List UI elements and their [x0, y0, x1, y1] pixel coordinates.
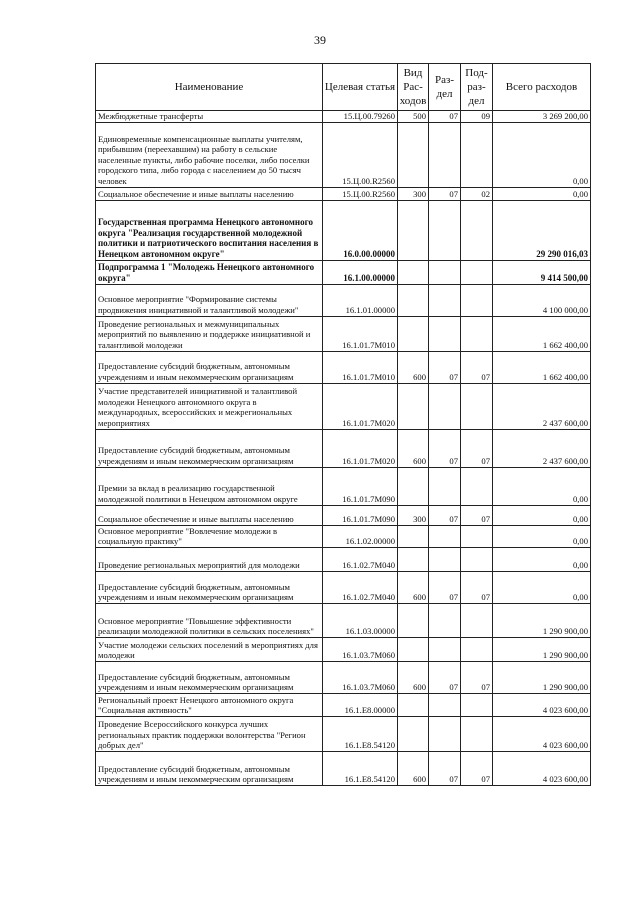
row-expense-type [398, 122, 429, 187]
table-row [96, 200, 591, 260]
row-amount: 0,00 [493, 467, 591, 505]
row-amount: 29 290 016,03 [493, 200, 591, 260]
row-subsection [461, 603, 493, 637]
row-expense-type [398, 547, 429, 571]
row-subsection: 09 [461, 111, 493, 123]
row-name: Предоставление субсидий бюджетным, автономным учреждениям и иным некоммерческим организациям [96, 751, 323, 785]
row-target-code: 16.1.03.7М060 [323, 637, 398, 661]
row-amount: 0,00 [493, 571, 591, 603]
row-subsection: 07 [461, 505, 493, 525]
row-target-code: 16.1.02.00000 [323, 525, 398, 547]
row-amount: 9 414 500,00 [493, 260, 591, 284]
row-target-code: 16.1.Е8.00000 [323, 693, 398, 716]
row-expense-type [398, 467, 429, 505]
table-row [96, 467, 591, 505]
row-amount: 2 437 600,00 [493, 383, 591, 429]
row-amount: 4 023 600,00 [493, 751, 591, 785]
row-section [429, 122, 461, 187]
row-target-code: 15.Ц.00.R2560 [323, 187, 398, 200]
header-target: Целевая статья [323, 64, 398, 111]
table-row [96, 637, 591, 661]
row-expense-type [398, 525, 429, 547]
row-section [429, 316, 461, 351]
row-section [429, 693, 461, 716]
row-section [429, 200, 461, 260]
row-expense-type: 300 [398, 505, 429, 525]
row-section: 07 [429, 429, 461, 467]
row-name: Региональный проект Ненецкого автономного округа "Социальная активность" [96, 693, 323, 716]
row-expense-type: 600 [398, 351, 429, 383]
row-target-code: 16.1.Е8.54120 [323, 751, 398, 785]
table-row [96, 661, 591, 693]
row-subsection [461, 316, 493, 351]
row-target-code: 16.1.03.7М060 [323, 661, 398, 693]
row-subsection: 07 [461, 571, 493, 603]
row-expense-type: 600 [398, 571, 429, 603]
row-name: Предоставление субсидий бюджетным, автономным учреждениям и иным некоммерческим организациям [96, 571, 323, 603]
row-name: Проведение Всероссийского конкурса лучших региональных практик поддержки волонтерства "Регион добрых дел" [96, 716, 323, 751]
page-number: 39 [314, 33, 326, 47]
row-amount: 2 437 600,00 [493, 429, 591, 467]
row-name: Премии за вклад в реализацию государственной молодежной политики в Ненецком автономном округе [96, 467, 323, 505]
row-subsection: 07 [461, 751, 493, 785]
row-section: 07 [429, 751, 461, 785]
header-total: Всего расходов [493, 64, 591, 111]
row-amount: 1 290 900,00 [493, 661, 591, 693]
row-subsection [461, 383, 493, 429]
row-section [429, 716, 461, 751]
table-row [96, 603, 591, 637]
row-section: 07 [429, 505, 461, 525]
table-row [96, 284, 591, 316]
row-expense-type [398, 716, 429, 751]
row-name: Социальное обеспечение и иные выплаты населению [96, 187, 323, 200]
row-section [429, 467, 461, 505]
row-subsection [461, 260, 493, 284]
row-expense-type: 600 [398, 661, 429, 693]
row-expense-type: 600 [398, 751, 429, 785]
row-amount: 4 100 000,00 [493, 284, 591, 316]
row-name: Единовременные компенсационные выплаты учителям, прибывшим (переехавшим) на работу в сельские населенные пункты, либо рабочие поселки, либо поселки городского типа, либо города с населением до 50 тысяч человек [96, 122, 323, 187]
row-target-code: 16.1.03.00000 [323, 603, 398, 637]
row-subsection [461, 525, 493, 547]
row-target-code: 16.1.Е8.54120 [323, 716, 398, 751]
header-section: Раз-дел [429, 64, 461, 111]
row-name: Участие молодежи сельских поселений в мероприятиях для молодежи [96, 637, 323, 661]
row-subsection: 07 [461, 429, 493, 467]
row-section: 07 [429, 661, 461, 693]
row-section [429, 383, 461, 429]
row-expense-type [398, 693, 429, 716]
row-amount: 0,00 [493, 187, 591, 200]
row-amount: 1 290 900,00 [493, 603, 591, 637]
table-body [96, 111, 591, 786]
row-expense-type: 300 [398, 187, 429, 200]
row-target-code: 16.1.01.7М020 [323, 383, 398, 429]
row-amount: 0,00 [493, 525, 591, 547]
row-target-code: 16.1.01.7М090 [323, 467, 398, 505]
row-name: Участие представителей инициативной и талантливой молодежи Ненецкого автономного округа в международных, всероссийских и межрегиональных мероприятиях [96, 383, 323, 429]
row-target-code: 16.1.01.7М010 [323, 351, 398, 383]
row-subsection [461, 693, 493, 716]
row-subsection: 02 [461, 187, 493, 200]
row-target-code: 16.0.00.00000 [323, 200, 398, 260]
header-name: Наименование [96, 64, 323, 111]
row-name: Подпрограмма 1 "Молодежь Ненецкого автономного округа" [96, 260, 323, 284]
row-name: Предоставление субсидий бюджетным, автономным учреждениям и иным некоммерческим организациям [96, 661, 323, 693]
table-header-row [96, 64, 591, 111]
row-subsection [461, 122, 493, 187]
row-subsection [461, 284, 493, 316]
table-row [96, 122, 591, 187]
row-amount: 3 269 200,00 [493, 111, 591, 123]
row-subsection [461, 547, 493, 571]
row-expense-type: 600 [398, 429, 429, 467]
row-target-code: 15.Ц.00.79260 [323, 111, 398, 123]
row-amount: 1 662 400,00 [493, 351, 591, 383]
row-expense-type: 500 [398, 111, 429, 123]
row-name: Государственная программа Ненецкого автономного округа "Реализация государственной молодежной политики и патриотического воспитания населения в Ненецком автономном округе" [96, 200, 323, 260]
row-name: Проведение региональных мероприятий для молодежи [96, 547, 323, 571]
row-name: Предоставление субсидий бюджетным, автономным учреждениям и иным некоммерческим организациям [96, 429, 323, 467]
row-name: Предоставление субсидий бюджетным, автономным учреждениям и иным некоммерческим организациям [96, 351, 323, 383]
table-row [96, 351, 591, 383]
header-subsection: Под-раз-дел [461, 64, 493, 111]
row-section [429, 260, 461, 284]
row-target-code: 16.1.02.7М040 [323, 571, 398, 603]
row-section: 07 [429, 571, 461, 603]
row-expense-type [398, 603, 429, 637]
row-target-code: 16.1.01.7М020 [323, 429, 398, 467]
row-target-code: 16.1.01.7М090 [323, 505, 398, 525]
row-amount: 0,00 [493, 122, 591, 187]
row-section [429, 603, 461, 637]
table-row [96, 571, 591, 603]
row-target-code: 16.1.02.7М040 [323, 547, 398, 571]
row-expense-type [398, 200, 429, 260]
table-row [96, 547, 591, 571]
table-row [96, 505, 591, 525]
table-row [96, 751, 591, 785]
row-section [429, 637, 461, 661]
table-row [96, 525, 591, 547]
row-name: Межбюджетные трансферты [96, 111, 323, 123]
row-expense-type [398, 637, 429, 661]
row-amount: 4 023 600,00 [493, 693, 591, 716]
budget-table [95, 63, 591, 786]
row-expense-type [398, 383, 429, 429]
row-name: Основное мероприятие "Формирование системы продвижения инициативной и талантливой молодежи" [96, 284, 323, 316]
table-row [96, 187, 591, 200]
table-row [96, 716, 591, 751]
row-subsection [461, 200, 493, 260]
row-subsection [461, 716, 493, 751]
row-section [429, 547, 461, 571]
table-row [96, 383, 591, 429]
row-target-code: 16.1.01.00000 [323, 284, 398, 316]
table-row [96, 429, 591, 467]
row-expense-type [398, 260, 429, 284]
table-row [96, 260, 591, 284]
row-subsection [461, 637, 493, 661]
row-section: 07 [429, 111, 461, 123]
row-amount: 0,00 [493, 505, 591, 525]
row-amount: 1 290 900,00 [493, 637, 591, 661]
row-name: Основное мероприятие "Повышение эффективности реализации молодежной политики в сельских поселениях" [96, 603, 323, 637]
row-subsection: 07 [461, 351, 493, 383]
row-expense-type [398, 284, 429, 316]
row-section: 07 [429, 351, 461, 383]
row-subsection [461, 467, 493, 505]
row-target-code: 16.1.01.7М010 [323, 316, 398, 351]
header-type: Вид Рас-ходов [398, 64, 429, 111]
row-section [429, 284, 461, 316]
row-section [429, 525, 461, 547]
table-row [96, 693, 591, 716]
row-amount: 1 662 400,00 [493, 316, 591, 351]
row-name: Проведение региональных и межмуниципальных мероприятий по выявлению и поддержке инициативной и талантливой молодежи [96, 316, 323, 351]
row-name: Основное мероприятие "Вовлечение молодежи в социальную практику" [96, 525, 323, 547]
row-amount: 0,00 [493, 547, 591, 571]
row-expense-type [398, 316, 429, 351]
row-target-code: 16.1.00.00000 [323, 260, 398, 284]
table-row [96, 111, 591, 123]
row-name: Социальное обеспечение и иные выплаты населению [96, 505, 323, 525]
row-amount: 4 023 600,00 [493, 716, 591, 751]
row-subsection: 07 [461, 661, 493, 693]
row-section: 07 [429, 187, 461, 200]
table-row [96, 316, 591, 351]
row-target-code: 15.Ц.00.R2560 [323, 122, 398, 187]
